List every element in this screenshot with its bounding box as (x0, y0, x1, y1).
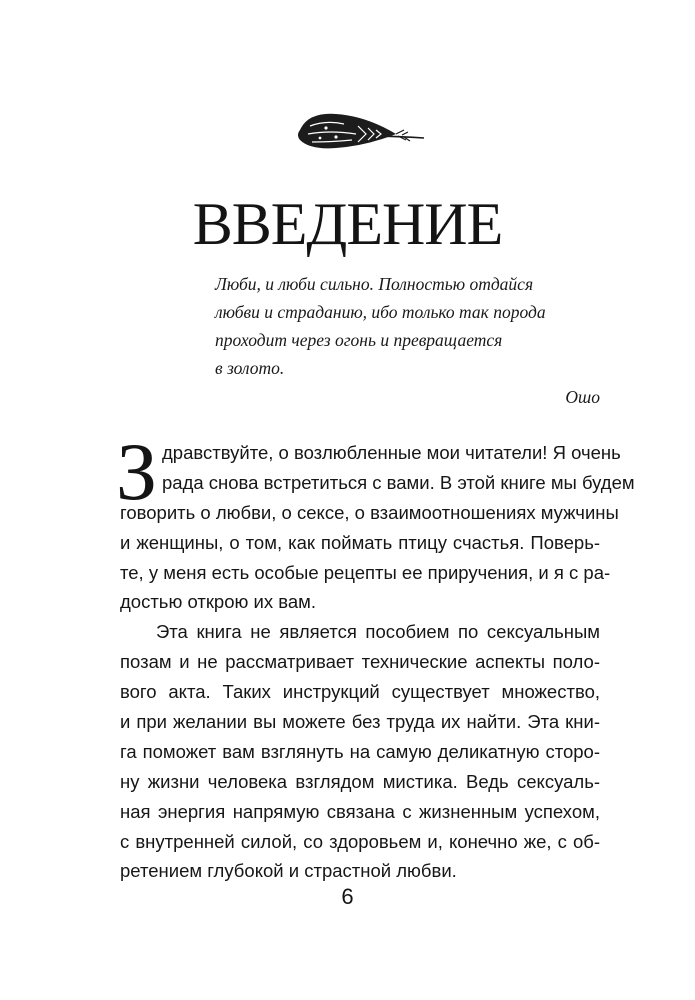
epigraph-author: Ошо (565, 387, 600, 407)
epigraph (215, 270, 600, 382)
epigraph-line: любви и страданию, ибо только так порода (215, 302, 546, 322)
epigraph-line: в золото. (215, 358, 285, 378)
feather-icon (296, 104, 428, 164)
text-line: те, у меня есть особые рецепты ее приручения, и я с ра- (120, 561, 611, 583)
text-line: рада снова встретиться с вами. В этой книге мы будем (162, 471, 635, 493)
paragraph-2 (120, 617, 600, 886)
paragraph-1 (116, 426, 635, 617)
text-line: и женщины, о том, как поймать птицу счастья. Поверь- (120, 531, 600, 553)
epigraph-line: Люби, и люби сильно. Полностью отдайся (215, 274, 534, 294)
text-line: дравствуйте, о возлюбленные мои читатели! Я очень (162, 442, 621, 463)
text-line: говорить о любви, о сексе, о взаимоотношениях мужчины (120, 501, 619, 523)
text-line: с внутренней силой, со здоровьем и, конечно же, с об- (120, 830, 600, 852)
text-line: Эта книга не является пособием по сексуальным (156, 621, 600, 643)
text-line: и при желании вы можете без труда их найти. Эта кни- (120, 711, 600, 733)
text-line: достью открою их вам. (120, 591, 316, 613)
text-line: ретением глубокой и страстной любви. (120, 860, 457, 882)
text-line: ну жизни человека взглядом мистика. Ведь сексуаль- (120, 770, 600, 792)
text-line: позам и не рассматривает технические аспекты поло- (120, 651, 600, 673)
text-line: га поможет вам взглянуть на самую деликатную сторо- (120, 740, 600, 762)
body-text (116, 426, 635, 886)
page-title: ВВЕДЕНИЕ (192, 191, 503, 257)
text-line: ная энергия напрямую связана с жизненным успехом, (120, 800, 600, 822)
page-number: 6 (341, 884, 354, 909)
epigraph-line: проходит через огонь и превращается (215, 330, 503, 350)
drop-cap: З (116, 426, 158, 517)
text-line: вого акта. Таких инструкций существует множество, (120, 681, 600, 703)
